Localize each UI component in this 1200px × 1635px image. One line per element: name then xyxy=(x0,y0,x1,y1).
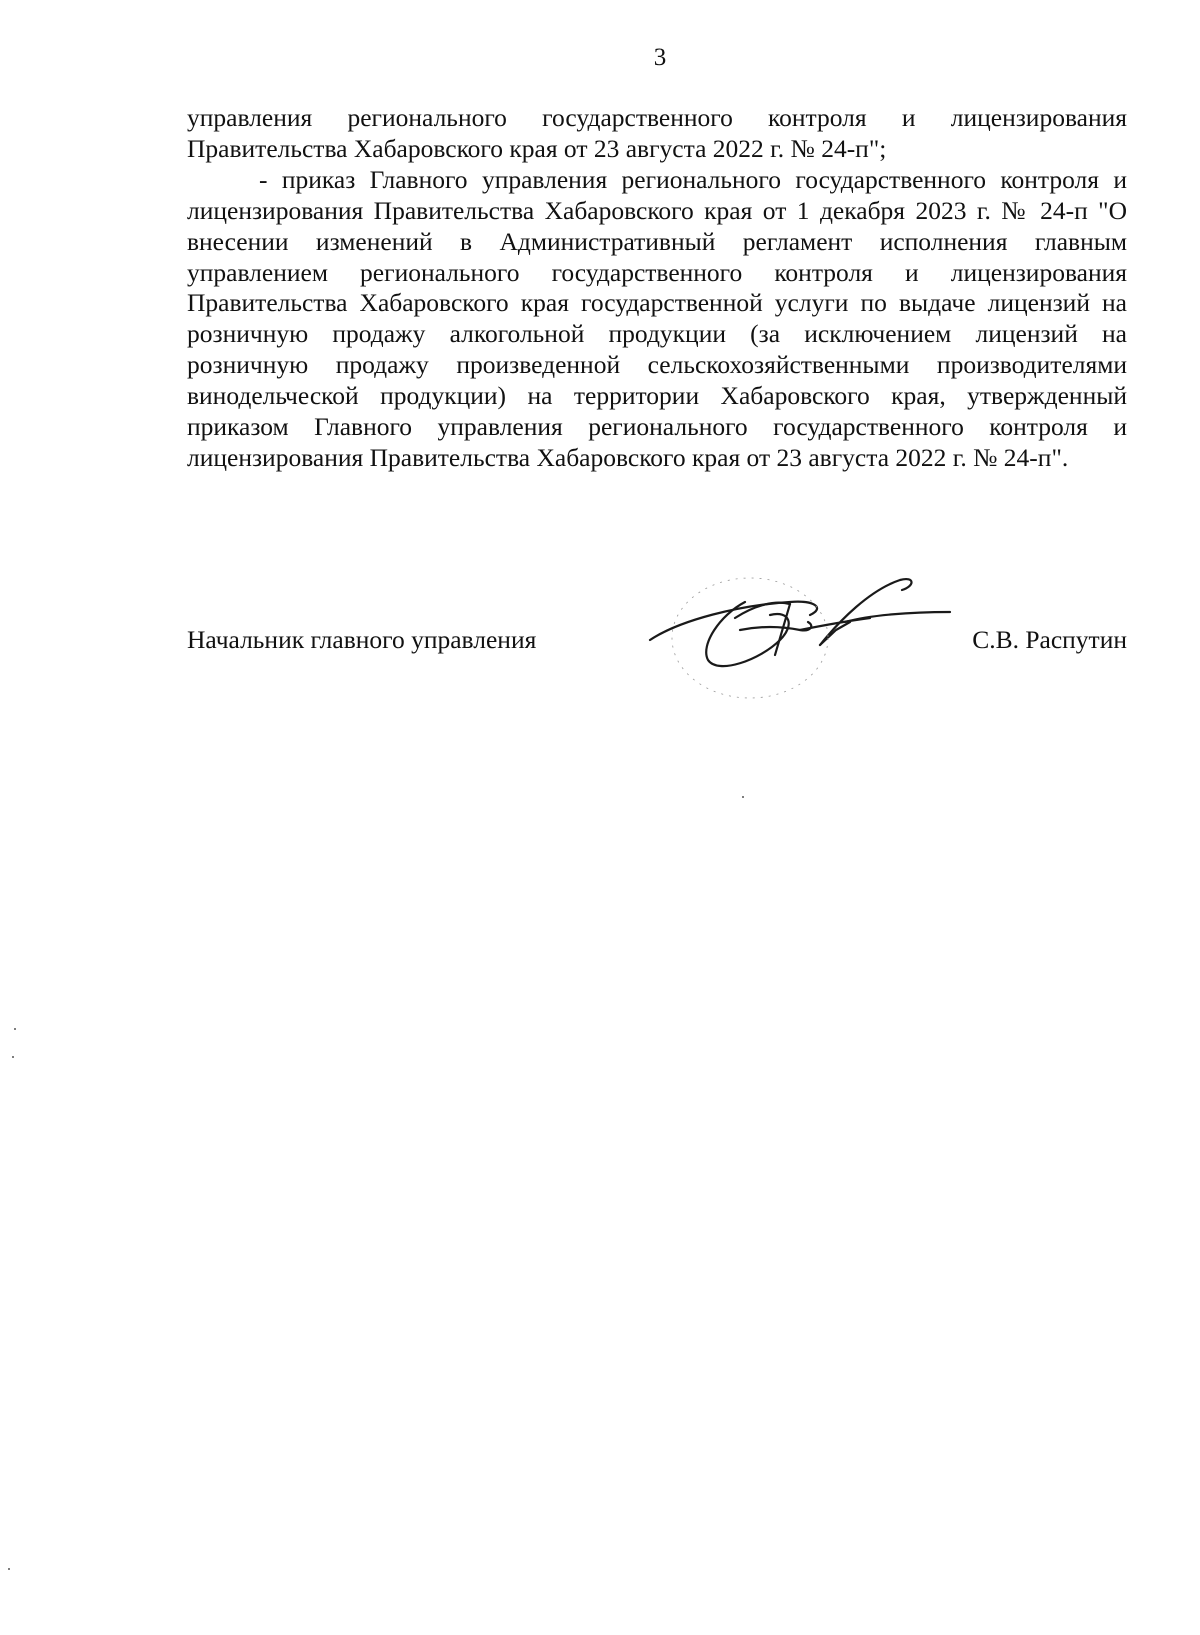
paragraph-order-item: - приказ Главного управления регионального государственного контроля и лицензирования Правительства Хабаровского края от 1 декабря 2023 г. № 24-п "О внесении изменений в Административный регламент исполнения главным управлением регионального государственного контроля и лицензирования Правительства Хабаровского края государственной услуги по выдаче лицензий на розничную продажу алкогольной продукции (за исключением лицензий на розничную продажу произведенной сельскохозяйственными производителями винодельческой продукции) на территории Хабаровского края, утвержденный приказом Главного управления регионального государственного контроля и лицензирования Правительства Хабаровского края от 23 августа 2022 г. № 24-п". xyxy=(187,164,1127,472)
scan-speck xyxy=(12,1056,14,1058)
scan-speck xyxy=(14,1028,16,1030)
paragraph-continuation: управления регионального государственного контроля и лицензирования Правительства Хабаровского края от 23 августа 2022 г. № 24-п"; xyxy=(187,103,1127,163)
document-body xyxy=(187,103,1127,474)
page-number: 3 xyxy=(653,44,667,71)
scan-speck xyxy=(8,1568,10,1570)
scan-speck xyxy=(742,796,744,798)
signatory-position: Начальник главного управления xyxy=(187,625,537,654)
signatory-name: С.В. Распутин xyxy=(972,625,1127,654)
signature-block xyxy=(187,625,1127,685)
